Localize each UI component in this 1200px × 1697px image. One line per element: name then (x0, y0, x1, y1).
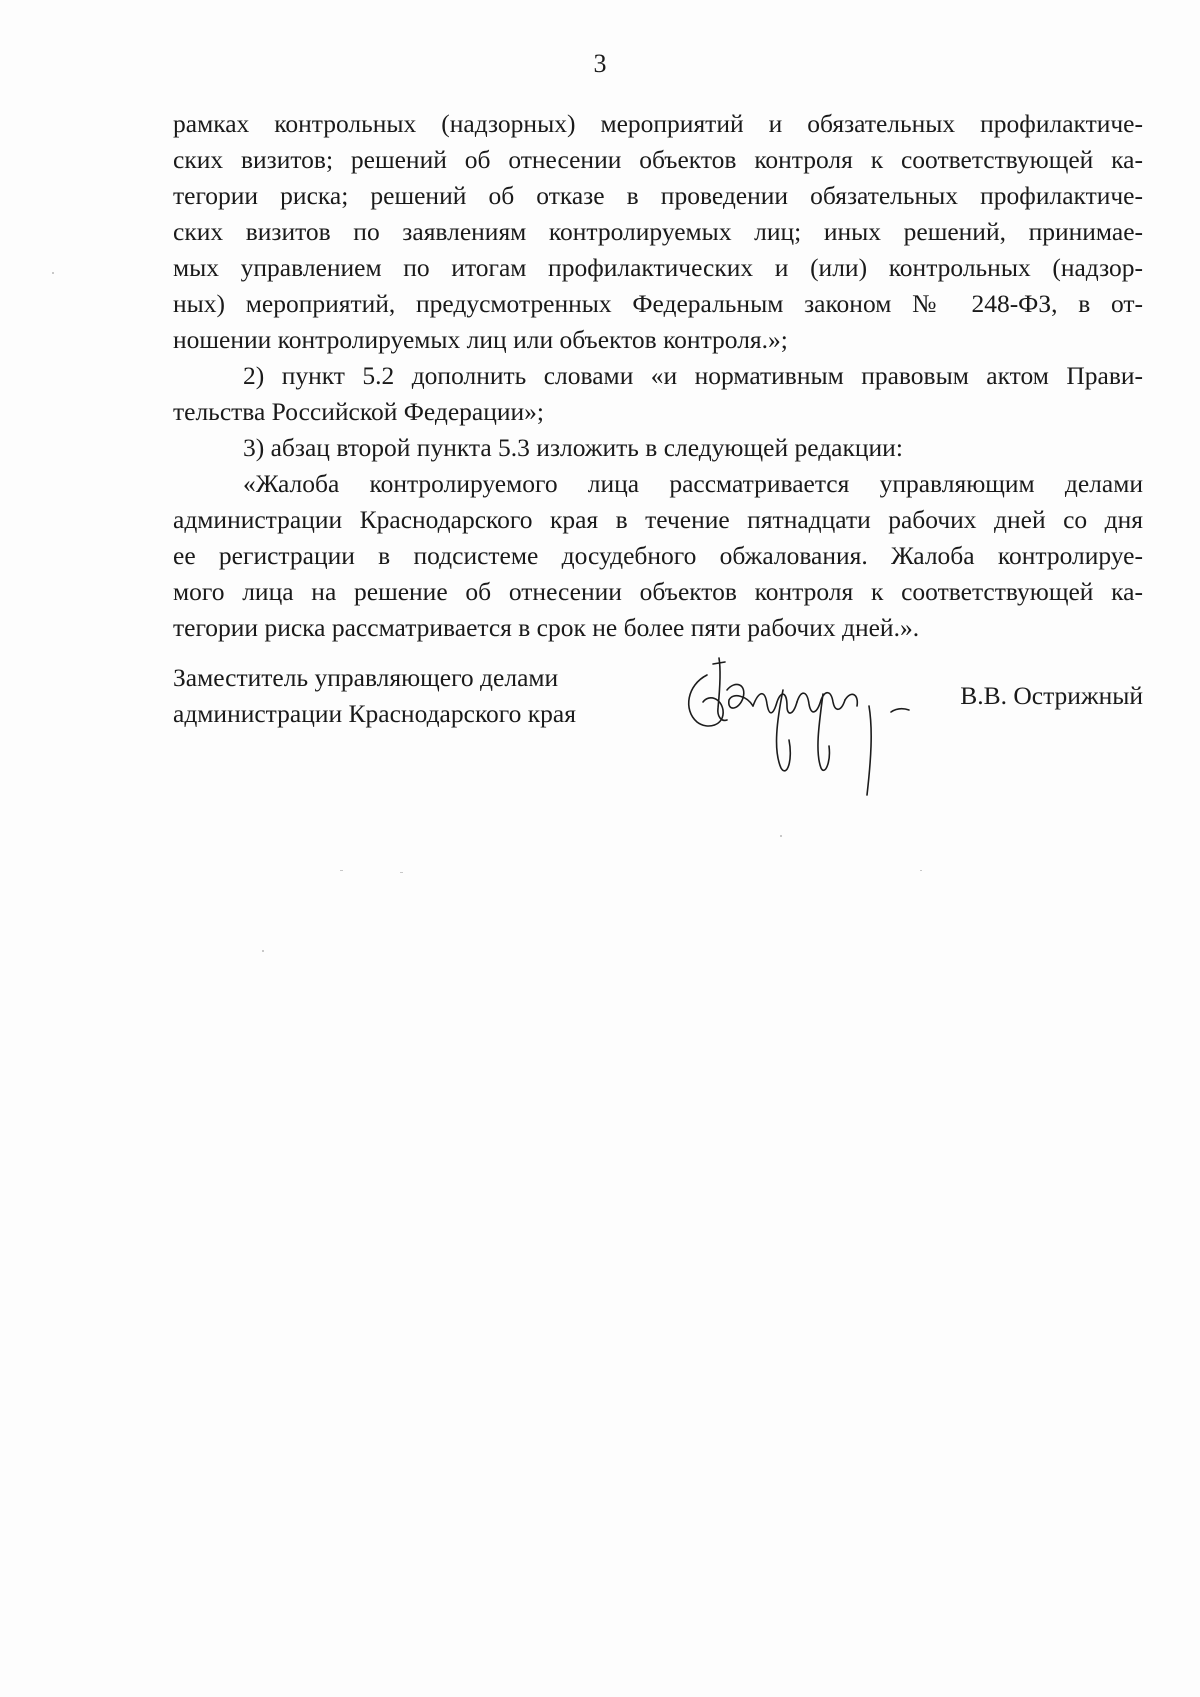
body-line: ношении контролируемых лиц или объектов контроля.»; (173, 325, 788, 354)
scan-speck (52, 272, 54, 274)
body-line: 3) абзац второй пункта 5.3 изложить в следующей редакции: (243, 433, 903, 462)
body-line: мых управлением по итогам профилактических и (или) контрольных (надзор- (173, 253, 1143, 282)
body-line: рамках контрольных (надзорных) мероприятий и обязательных профилактиче- (173, 109, 1143, 138)
body-line: ских визитов; решений об отнесении объектов контроля к соответствующей ка- (173, 145, 1143, 174)
scan-speck (340, 870, 343, 871)
signer-title (173, 660, 576, 732)
page-number: 3 (593, 49, 607, 78)
body-line: ее регистрации в подсистеме досудебного обжалования. Жалоба контролируе- (173, 541, 1143, 570)
scan-speck (780, 835, 782, 837)
signer-title-line-2: администрации Краснодарского края (173, 699, 576, 728)
scan-speck (400, 872, 403, 873)
signature-block (173, 660, 1143, 820)
body-line: 2) пункт 5.2 дополнить словами «и нормативным правовым актом Прави- (243, 361, 1143, 390)
scan-speck (920, 870, 922, 871)
body-line: тегории риска рассматривается в срок не более пяти рабочих дней.». (173, 613, 920, 642)
signer-name: В.В. Острижный (960, 681, 1143, 710)
scan-speck (262, 950, 264, 952)
body-line: администрации Краснодарского края в течение пятнадцати рабочих дней со дня (173, 505, 1143, 534)
handwritten-signature-icon (673, 650, 933, 820)
body-line: тегории риска; решений об отказе в проведении обязательных профилактиче- (173, 181, 1143, 210)
signer-title-line-1: Заместитель управляющего делами (173, 663, 559, 692)
body-line: «Жалоба контролируемого лица рассматривается управляющим делами (243, 469, 1143, 498)
body-text (173, 106, 1143, 646)
body-line: ских визитов по заявлениям контролируемых лиц; иных решений, принимае- (173, 217, 1143, 246)
body-line: мого лица на решение об отнесении объектов контроля к соответствующей ка- (173, 577, 1143, 606)
body-line: ных) мероприятий, предусмотренных Федеральным законом № 248-ФЗ, в от- (173, 289, 1143, 318)
body-line: тельства Российской Федерации»; (173, 397, 544, 426)
